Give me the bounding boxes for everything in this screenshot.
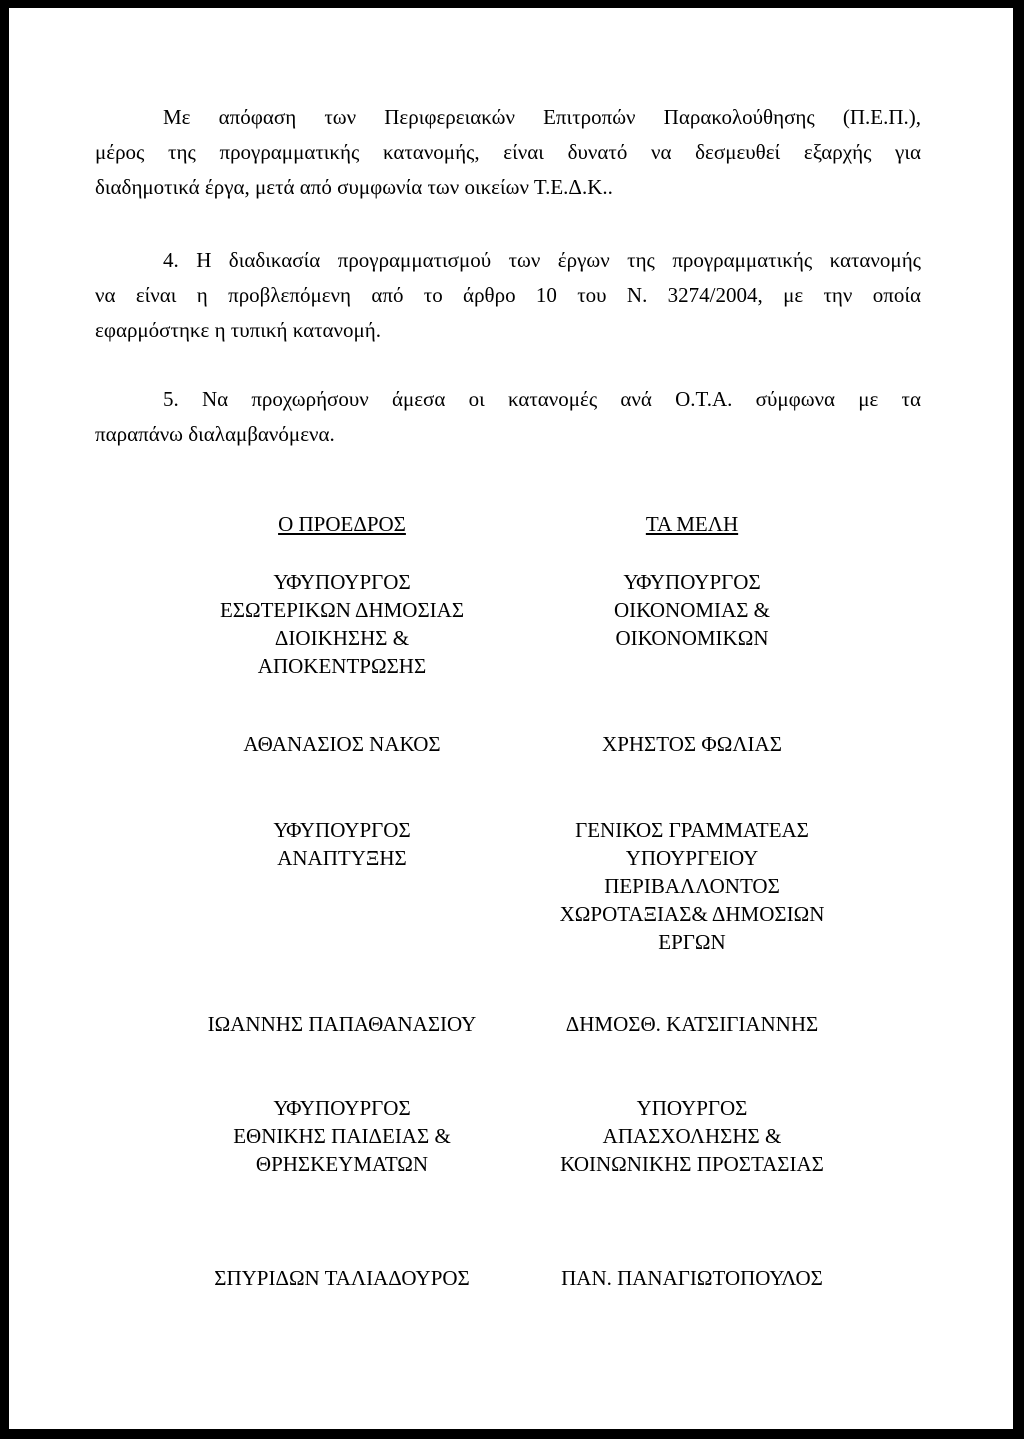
text-line: εφαρμόστηκε η τυπική κατανομή. <box>95 318 382 342</box>
signatory-title-development <box>177 816 507 872</box>
paragraph-4 <box>95 243 921 348</box>
paragraph-regional-committees <box>95 100 921 205</box>
signatory-name: ΔΗΜΟΣΘ. ΚΑΤΣΙΓΙΑΝΝΗΣ <box>565 1012 819 1036</box>
title-line: ΕΡΓΩΝ <box>658 930 726 954</box>
signatory-title-environment <box>527 816 857 956</box>
text-line: παραπάνω διαλαμβανόμενα. <box>95 422 335 446</box>
signatory-name: ΣΠΥΡΙΔΩΝ ΤΑΛΙΑΔΟΥΡΟΣ <box>214 1266 470 1290</box>
title-line: ΕΣΩΤΕΡΙΚΩΝ ΔΗΜΟΣΙΑΣ <box>219 598 465 622</box>
title-line: ΥΦΥΠΟΥΡΓΟΣ <box>273 1096 411 1120</box>
title-line: ΟΙΚΟΝΟΜΙΚΩΝ <box>615 626 769 650</box>
signatory-name: ΙΩΑΝΝΗΣ ΠΑΠΑΘΑΝΑΣΙΟΥ <box>207 1012 477 1036</box>
title-line: ΥΦΥΠΟΥΡΓΟΣ <box>623 570 761 594</box>
text-line: Με απόφαση των Περιφερειακών Επιτροπών Παρακολούθησης (Π.Ε.Π.), <box>163 105 921 129</box>
signatory-title-interior <box>177 568 507 680</box>
signatory-title-education <box>177 1094 507 1178</box>
title-line: ΠΕΡΙΒΑΛΛΟΝΤΟΣ <box>604 874 780 898</box>
text-line: 4. Η διαδικασία προγραμματισμού των έργων της προγραμματικής κατανομής <box>163 248 921 272</box>
text-line: διαδημοτικά έργα, μετά από συμφωνία των οικείων Τ.Ε.Δ.Κ.. <box>95 175 613 199</box>
title-line: ΥΦΥΠΟΥΡΓΟΣ <box>273 818 411 842</box>
signatory-name: ΠΑΝ. ΠΑΝΑΓΙΩΤΟΠΟΥΛΟΣ <box>561 1266 823 1290</box>
title-line: ΥΠΟΥΡΓΕΙΟΥ <box>625 846 759 870</box>
title-line: ΕΘΝΙΚΗΣ ΠΑΙΔΕΙΑΣ & <box>233 1124 451 1148</box>
title-line: ΑΠΑΣΧΟΛΗΣΗΣ & <box>602 1124 782 1148</box>
title-line: ΘΡΗΣΚΕΥΜΑΤΩΝ <box>255 1152 429 1176</box>
title-line: ΥΦΥΠΟΥΡΓΟΣ <box>273 570 411 594</box>
text-line: να είναι η προβλεπόμενη από το άρθρο 10 του Ν. 3274/2004, με την οποία <box>95 283 921 307</box>
title-line: ΧΩΡΟΤΑΞΙΑΣ& ΔΗΜΟΣΙΩΝ <box>559 902 825 926</box>
title-line: ΑΝΑΠΤΥΞΗΣ <box>277 846 407 870</box>
title-line: ΚΟΙΝΩΝΙΚΗΣ ΠΡΟΣΤΑΣΙΑΣ <box>560 1152 824 1176</box>
signatory-name: ΑΘΑΝΑΣΙΟΣ ΝΑΚΟΣ <box>243 732 441 756</box>
signatory-title-employment <box>527 1094 857 1178</box>
signatory-title-economy <box>527 568 857 652</box>
president-heading: Ο ΠΡΟΕΔΡΟΣ <box>278 512 406 536</box>
members-heading: ΤΑ ΜΕΛΗ <box>645 512 739 536</box>
title-line: ΟΙΚΟΝΟΜΙΑΣ & <box>613 598 770 622</box>
document-page <box>9 8 1013 1429</box>
title-line: ΑΠΟΚΕΝΤΡΩΣΗΣ <box>257 654 427 678</box>
title-line: ΓΕΝΙΚΟΣ ΓΡΑΜΜΑΤΕΑΣ <box>575 818 809 842</box>
text-line: μέρος της προγραμματικής κατανομής, είναι δυνατό να δεσμευθεί εξαρχής για <box>95 140 921 164</box>
title-line: ΥΠΟΥΡΓΟΣ <box>636 1096 748 1120</box>
title-line: ΔΙΟΙΚΗΣΗΣ & <box>274 626 410 650</box>
text-line: 5. Να προχωρήσουν άμεσα οι κατανομές ανά Ο.Τ.Α. σύμφωνα με τα <box>163 387 921 411</box>
paragraph-5 <box>95 382 921 452</box>
signatory-name: ΧΡΗΣΤΟΣ ΦΩΛΙΑΣ <box>602 732 782 756</box>
